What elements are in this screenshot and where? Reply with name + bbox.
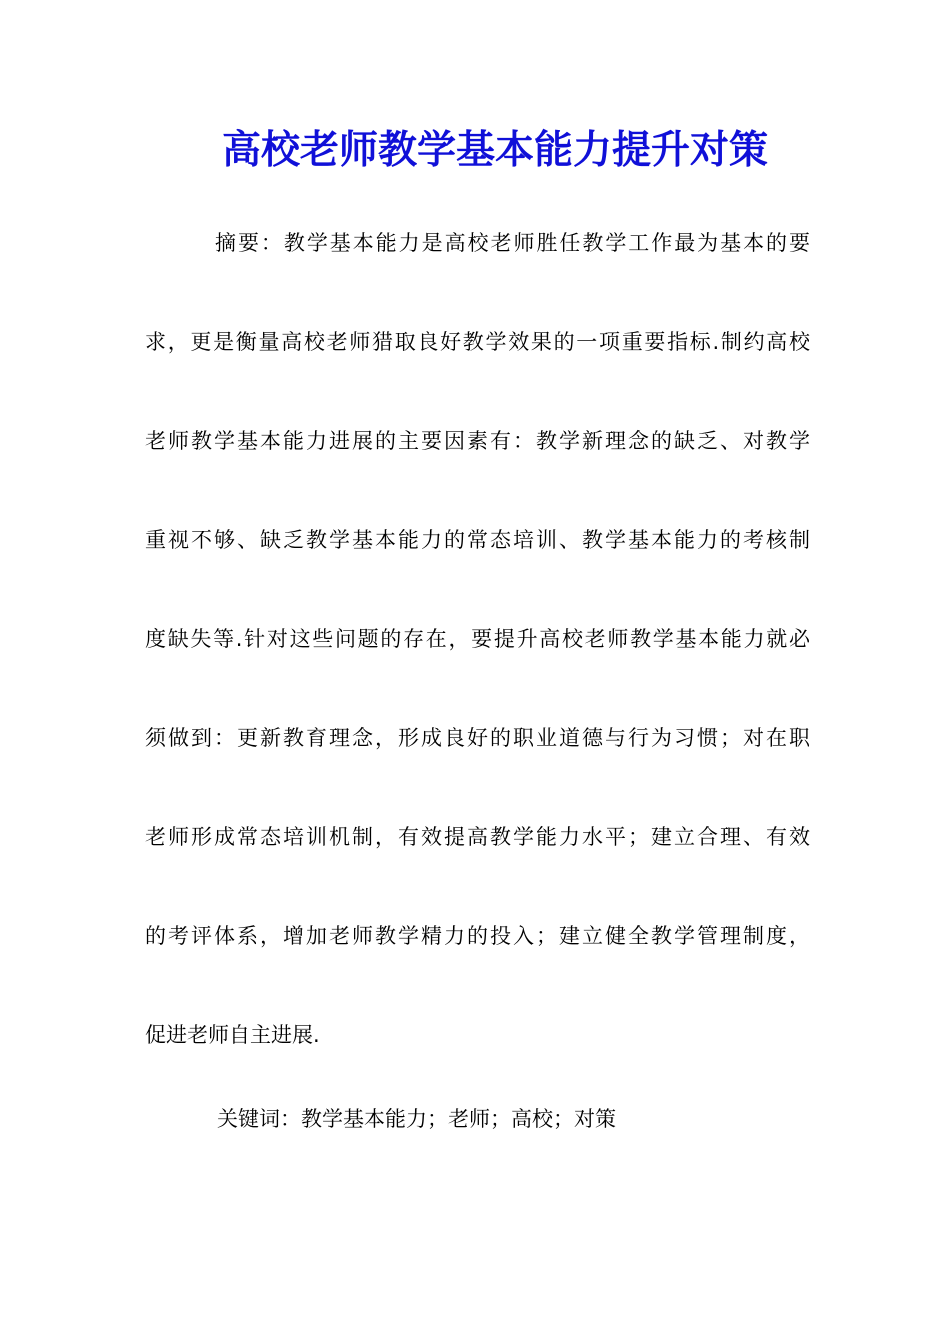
keywords: 关键词：教学基本能力；老师；高校；对策 — [217, 1107, 616, 1131]
abstract-line: 老师教学基本能力进展的主要因素有：教学新理念的缺乏、对教学 — [145, 429, 810, 453]
abstract-line: 摘要：教学基本能力是高校老师胜任教学工作最为基本的要 — [215, 231, 810, 255]
abstract-line: 重视不够、缺乏教学基本能力的常态培训、教学基本能力的考核制 — [145, 528, 810, 552]
page-title: 高校老师教学基本能力提升对策 — [221, 127, 768, 173]
abstract-line: 老师形成常态培训机制，有效提高教学能力水平；建立合理、有效 — [145, 825, 810, 849]
abstract-line: 须做到：更新教育理念，形成良好的职业道德与行为习惯；对在职 — [145, 726, 810, 750]
abstract-line: 度缺失等.针对这些问题的存在，要提升高校老师教学基本能力就必 — [145, 627, 810, 651]
abstract-line: 求，更是衡量高校老师猎取良好教学效果的一项重要指标.制约高校 — [145, 330, 810, 354]
abstract-line: 促进老师自主进展. — [145, 1023, 320, 1047]
abstract-line: 的考评体系，增加老师教学精力的投入；建立健全教学管理制度， — [145, 924, 810, 948]
